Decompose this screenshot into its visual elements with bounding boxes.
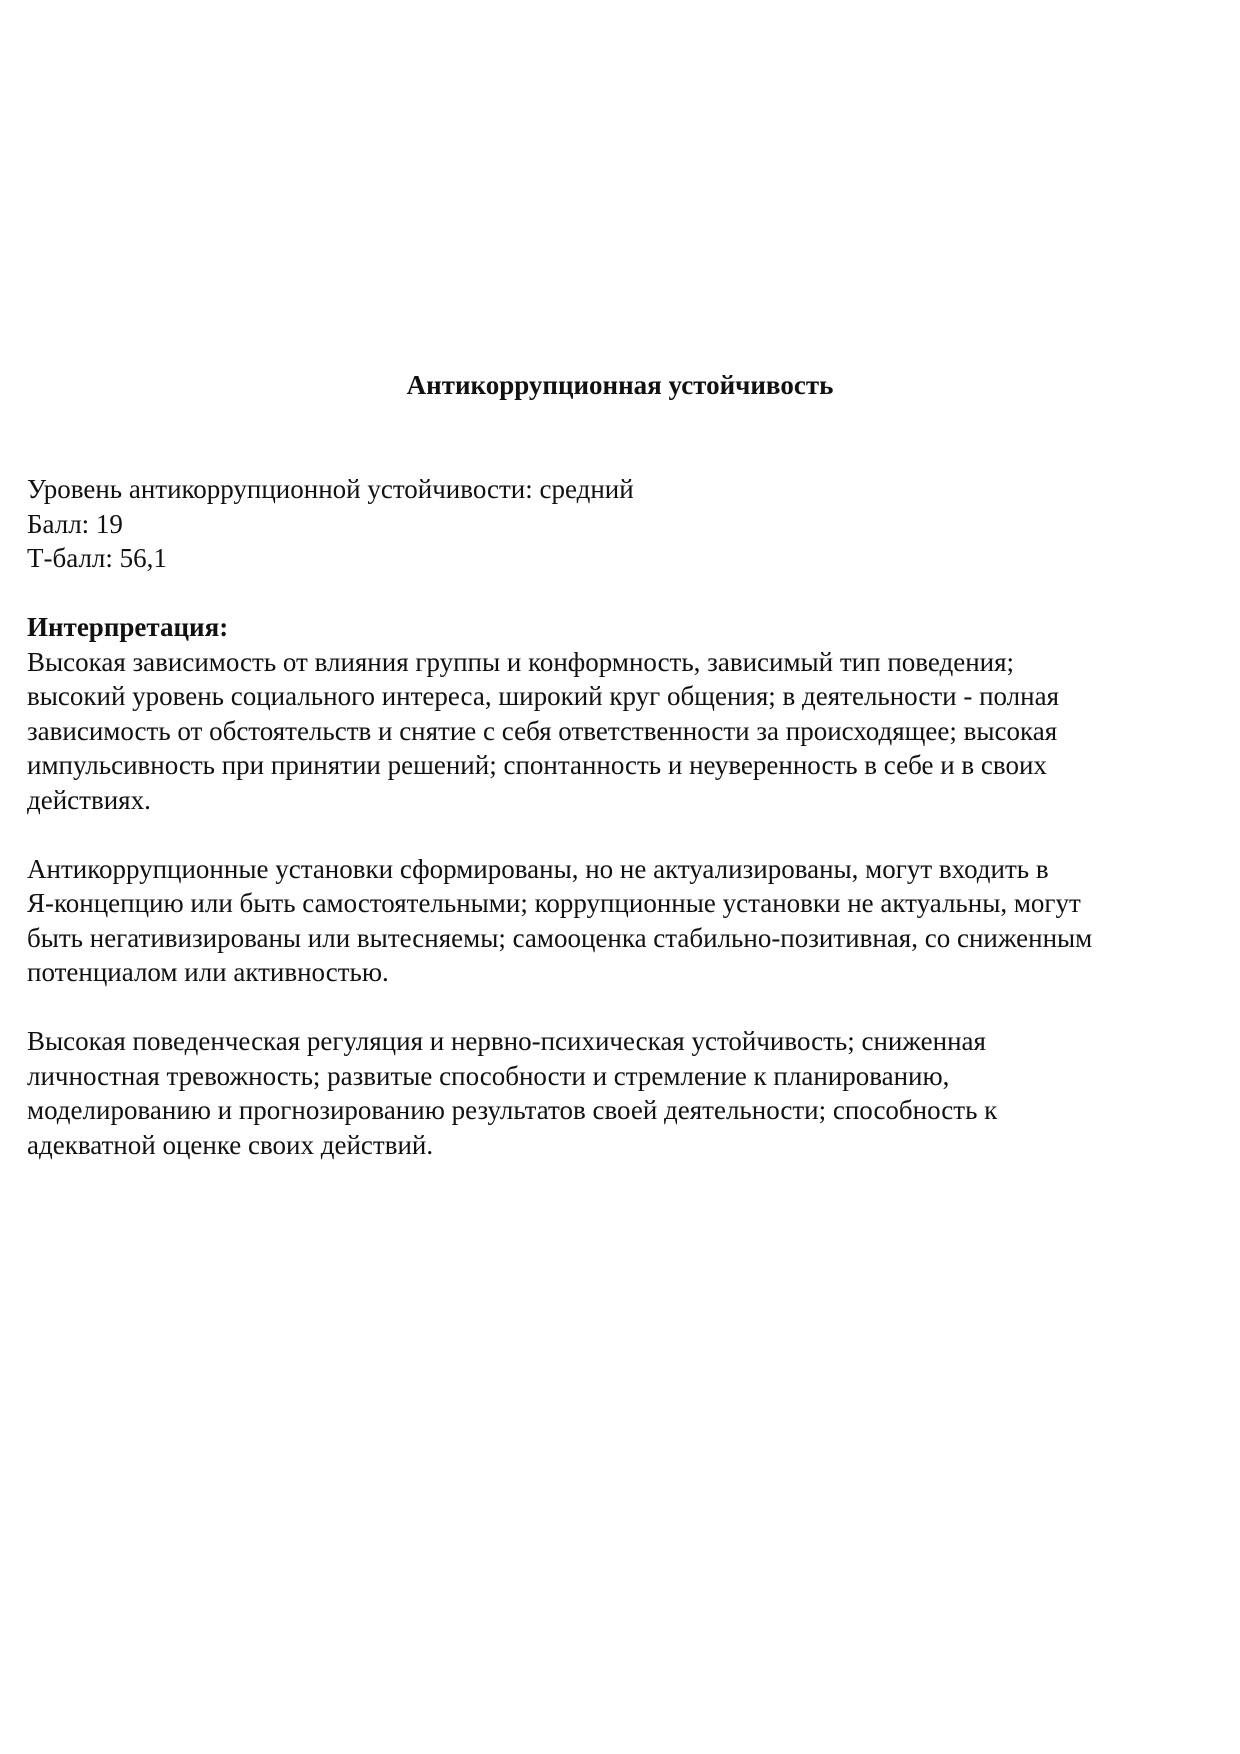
paragraph-line: моделированию и прогнозированию результатов своей деятельности; способность к — [27, 1095, 998, 1125]
document-body — [27, 472, 1217, 1162]
paragraph-line: зависимость от обстоятельств и снятие с себя ответственности за происходящее; высокая — [27, 715, 1058, 746]
paragraph-line: быть негативизированы или вытесняемы; самооценка стабильно-позитивная, со сниженным — [27, 922, 1093, 953]
paragraph-3 — [27, 1024, 1217, 1162]
paragraph-line: личностная тревожность; развитые способности и стремление к планированию, — [27, 1060, 950, 1091]
paragraph-line: высокий уровень социального интереса, широкий круг общения; в деятельности - полная — [27, 681, 1059, 711]
level-line: Уровень антикоррупционной устойчивости: средний — [27, 474, 634, 504]
paragraph-line: Я-концепцию или быть самостоятельными; коррупционные установки не актуальны, могут — [27, 888, 1081, 918]
result-summary — [27, 472, 1217, 576]
score-line: Балл: 19 — [27, 508, 123, 539]
paragraph-line: действиях. — [27, 784, 151, 815]
t-score-line: Т-балл: 56,1 — [27, 543, 167, 573]
spacer — [27, 817, 1217, 852]
paragraph-line: Высокая поведенческая регуляция и нервно-психическая устойчивость; сниженная — [27, 1026, 986, 1056]
interpretation-heading: Интерпретация: — [27, 612, 229, 642]
spacer — [27, 990, 1217, 1025]
paragraph-line: импульсивность при принятии решений; спонтанность и неуверенность в себе и в своих — [27, 750, 1047, 780]
spacer — [27, 576, 1217, 611]
paragraph-line: потенциалом или активностью. — [27, 957, 389, 987]
document-title: Антикоррупционная устойчивость — [406, 370, 834, 400]
paragraph-2 — [27, 852, 1217, 990]
paragraph-line: Антикоррупционные установки сформированы, но не актуализированы, могут входить в — [27, 853, 1049, 884]
paragraph-line: адекватной оценке своих действий. — [27, 1129, 434, 1160]
paragraph-line: Высокая зависимость от влияния группы и конформность, зависимый тип поведения; — [27, 646, 1015, 677]
paragraph-1 — [27, 645, 1217, 818]
